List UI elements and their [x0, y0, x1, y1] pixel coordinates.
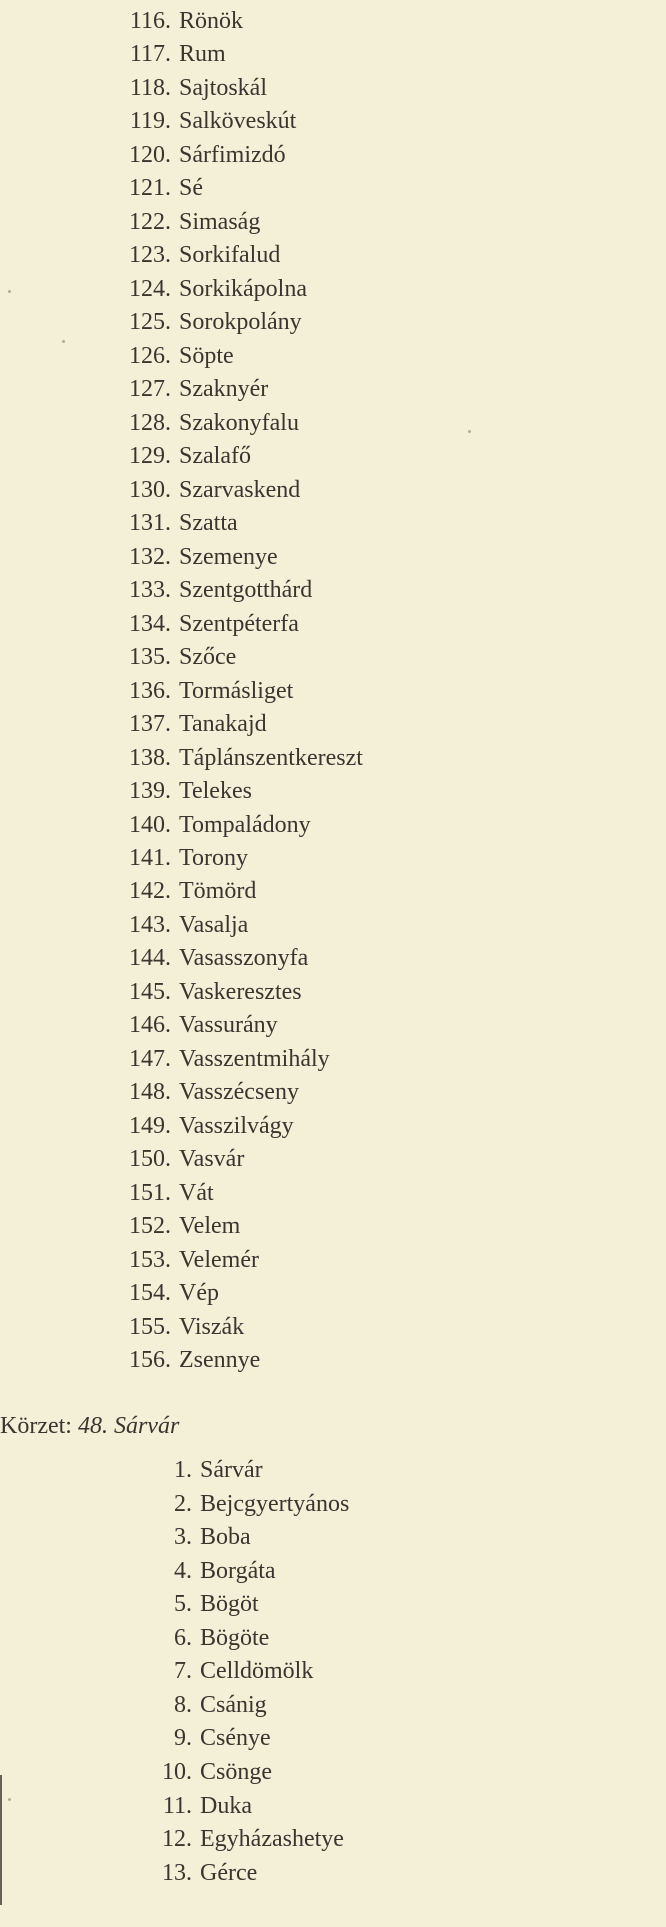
list-item [105, 1109, 294, 1143]
item-number: 127. [129, 376, 171, 403]
item-name: Simaság [179, 208, 261, 235]
item-name: Duka [200, 1792, 252, 1819]
item-name: Velem [179, 1213, 241, 1240]
list-item [140, 1721, 271, 1755]
list-item [105, 808, 311, 842]
item-number: 121. [129, 175, 171, 202]
item-number: 149. [129, 1112, 171, 1139]
item-number: 3. [174, 1524, 192, 1551]
list-item [105, 406, 299, 440]
item-number: 142. [129, 878, 171, 905]
item-number: 130. [129, 476, 171, 503]
item-number: 151. [129, 1179, 171, 1206]
item-number: 134. [129, 610, 171, 637]
list-item [140, 1654, 313, 1688]
item-name: Vasszentmihály [179, 1045, 330, 1072]
list-item [105, 473, 300, 507]
item-number: 138. [129, 744, 171, 771]
item-name: Sorkifalud [179, 242, 281, 269]
item-name: Vasvár [179, 1146, 245, 1173]
item-number: 128. [129, 409, 171, 436]
item-number: 13. [162, 1859, 192, 1886]
item-name: Tormásliget [179, 677, 294, 704]
list-item [105, 1075, 299, 1109]
item-name: Vasalja [179, 911, 249, 938]
item-name: Vasszécseny [179, 1079, 299, 1106]
item-name: Telekes [179, 778, 252, 805]
item-name: Szarvaskend [179, 476, 301, 503]
item-name: Szatta [179, 510, 238, 537]
list-item [140, 1789, 252, 1823]
item-name: Szemenye [179, 543, 278, 570]
item-name: Csánig [200, 1691, 267, 1718]
item-number: 118. [129, 74, 171, 101]
item-name: Tompaládony [179, 811, 311, 838]
list-item [105, 607, 299, 641]
item-name: Sárfimizdó [179, 141, 286, 168]
list-item [105, 975, 302, 1009]
item-number: 119. [129, 108, 171, 135]
item-name: Szőce [179, 644, 237, 671]
list-item [105, 37, 226, 71]
item-number: 147. [129, 1045, 171, 1072]
district-heading [0, 1409, 179, 1443]
bleed-through-background [380, 0, 640, 1880]
list-item [105, 104, 296, 138]
item-number: 145. [129, 978, 171, 1005]
list-item [105, 707, 267, 741]
item-number: 143. [129, 911, 171, 938]
item-name: Sárvár [200, 1457, 263, 1483]
item-number: 8. [174, 1691, 192, 1718]
item-name: Sé [179, 175, 203, 202]
list-item [140, 1755, 272, 1789]
list-item [140, 1554, 276, 1588]
list-item [105, 674, 293, 708]
item-number: 148. [129, 1079, 171, 1106]
item-number: 150. [129, 1146, 171, 1173]
item-number: 116. [129, 8, 171, 34]
item-name: Csénye [200, 1725, 271, 1752]
list-item [140, 1688, 267, 1722]
page-edge-line [0, 1775, 2, 1905]
item-name: Tanakajd [179, 711, 267, 738]
list-item [140, 1822, 344, 1856]
item-name: Velemér [179, 1246, 259, 1273]
item-number: 9. [174, 1725, 192, 1752]
item-name: Sorkikápolna [179, 275, 307, 302]
list-item [105, 908, 248, 942]
list-item [105, 439, 251, 473]
item-name: Söpte [179, 342, 234, 369]
item-number: 156. [129, 1347, 171, 1374]
item-number: 122. [129, 208, 171, 235]
item-name: Vaskeresztes [179, 978, 302, 1005]
item-number: 141. [129, 845, 171, 871]
list-item [105, 1042, 330, 1076]
paper-speck [8, 1798, 11, 1801]
item-number: 12. [162, 1826, 192, 1853]
item-name: Zsennye [179, 1347, 261, 1374]
list-item [105, 1142, 244, 1176]
item-number: 154. [129, 1280, 171, 1307]
list-item [105, 1008, 278, 1042]
item-number: 155. [129, 1313, 171, 1340]
item-name: Szentgotthárd [179, 577, 313, 604]
list-item [105, 640, 236, 674]
item-name: Salköveskút [179, 108, 297, 135]
item-number: 132. [129, 543, 171, 570]
item-number: 120. [129, 141, 171, 168]
item-number: 152. [129, 1213, 171, 1240]
item-number: 4. [174, 1557, 192, 1584]
list-item [105, 941, 308, 975]
list-item [105, 339, 234, 373]
list-item [140, 1856, 257, 1890]
item-name: Szentpéterfa [179, 610, 299, 637]
item-name: Bögöte [200, 1624, 270, 1651]
paper-speck [468, 430, 471, 433]
item-number: 11. [162, 1792, 192, 1819]
item-name: Vát [179, 1179, 214, 1206]
item-name: Szalafő [179, 443, 251, 470]
list-item [105, 1243, 259, 1277]
item-number: 124. [129, 275, 171, 302]
item-name: Szaknyér [179, 376, 269, 403]
district-heading-name: 48. Sárvár [77, 1413, 180, 1439]
list-item [105, 540, 278, 574]
item-name: Vasasszonyfa [179, 945, 309, 972]
list-item [105, 138, 286, 172]
item-number: 140. [129, 811, 171, 838]
list-item [105, 1209, 240, 1243]
item-name: Gérce [200, 1859, 258, 1886]
item-name: Szakonyfalu [179, 409, 299, 436]
list-item [105, 1276, 219, 1310]
item-number: 125. [129, 309, 171, 336]
list-item [105, 4, 243, 38]
item-number: 153. [129, 1246, 171, 1273]
list-item [105, 1310, 244, 1344]
item-number: 7. [174, 1658, 192, 1685]
item-number: 136. [129, 677, 171, 704]
list-item [140, 1621, 269, 1655]
item-name: Borgáta [200, 1557, 276, 1584]
item-number: 117. [129, 41, 171, 68]
list-item [140, 1520, 251, 1554]
paper-speck [62, 340, 65, 343]
item-name: Vassurány [179, 1012, 278, 1039]
item-name: Sorokpolány [179, 309, 302, 336]
item-name: Rum [179, 41, 226, 68]
item-number: 1. [174, 1457, 192, 1483]
list-item [105, 171, 203, 205]
district-heading-label: Körzet: [0, 1413, 72, 1439]
item-name: Vasszilvágy [179, 1112, 294, 1139]
item-name: Egyházashetye [200, 1826, 344, 1853]
list-item [105, 238, 280, 272]
item-number: 137. [129, 711, 171, 738]
item-name: Táplánszentkereszt [179, 744, 363, 771]
item-name: Sajtoskál [179, 74, 267, 101]
list-item [105, 841, 248, 875]
item-number: 133. [129, 577, 171, 604]
list-item [105, 71, 267, 105]
item-name: Rönök [179, 8, 244, 34]
item-name: Csönge [200, 1758, 272, 1785]
list-item [105, 1176, 214, 1210]
item-name: Bögöt [200, 1591, 259, 1618]
item-name: Boba [200, 1524, 251, 1551]
item-name: Torony [179, 845, 248, 871]
item-number: 135. [129, 644, 171, 671]
list-item [105, 305, 302, 339]
list-item [105, 573, 312, 607]
list-item [105, 874, 256, 908]
item-number: 2. [174, 1490, 192, 1517]
list-item [105, 205, 260, 239]
item-number: 126. [129, 342, 171, 369]
item-name: Vép [179, 1280, 219, 1307]
list-item [105, 506, 238, 540]
list-item [105, 272, 307, 306]
item-name: Bejcgyertyános [200, 1490, 350, 1517]
item-name: Tömörd [179, 878, 257, 905]
list-item [105, 1343, 260, 1377]
item-number: 144. [129, 945, 171, 972]
item-number: 131. [129, 510, 171, 537]
list-item [105, 372, 268, 406]
item-number: 6. [174, 1624, 192, 1651]
paper-speck [8, 290, 11, 293]
item-name: Celldömölk [200, 1658, 314, 1685]
item-number: 10. [162, 1758, 192, 1785]
item-name: Viszák [179, 1313, 245, 1340]
item-number: 129. [129, 443, 171, 470]
list-item [140, 1587, 259, 1621]
item-number: 123. [129, 242, 171, 269]
list-item [140, 1453, 263, 1487]
item-number: 139. [129, 778, 171, 805]
item-number: 146. [129, 1012, 171, 1039]
list-item [105, 774, 252, 808]
item-number: 5. [174, 1591, 192, 1618]
list-item [105, 741, 363, 775]
list-item [140, 1487, 349, 1521]
